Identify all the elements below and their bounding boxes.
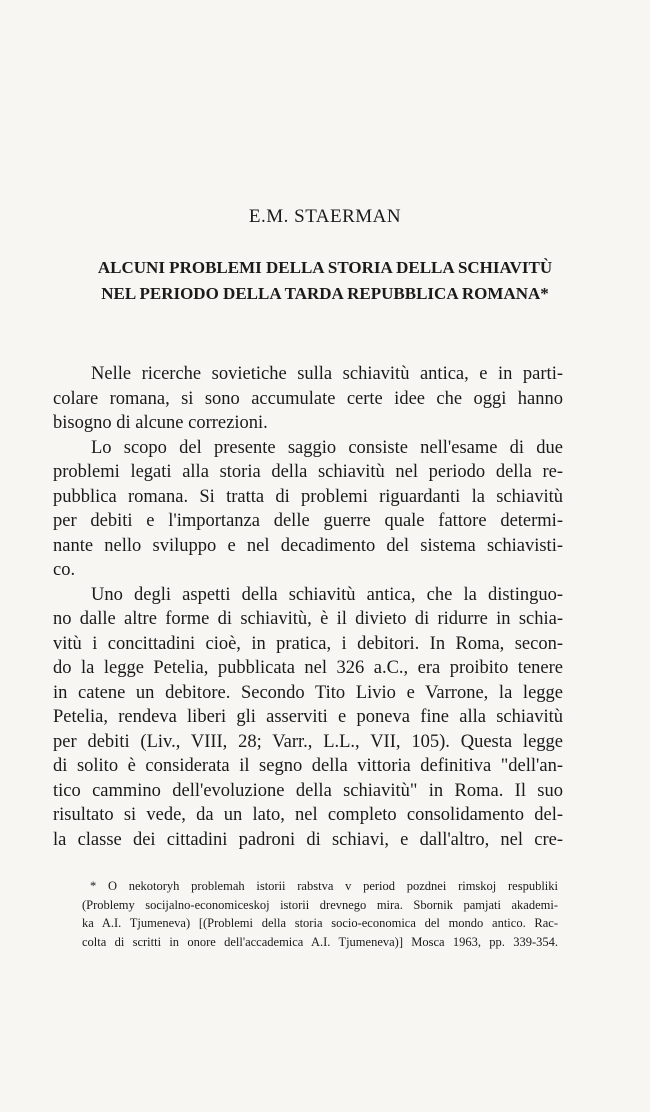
footnote-line: (Problemy socijalno-economiceskoj istorii drevnego mira. Sbornik pamjati akademi-: [82, 897, 558, 912]
body-line: vitù i concittadini cioè, in pratica, i debitori. In Roma, secon-: [53, 633, 563, 654]
body-line: no dalle altre forme di schiavitù, è il divieto di ridurre in schia-: [53, 609, 563, 629]
body-line: pubblica romana. Si tratta di problemi riguardanti la schiavitù: [53, 486, 563, 507]
body-line: di solito è considerata il segno della vittoria definitiva "dell'an-: [53, 756, 563, 776]
body-line: Uno degli aspetti della schiavitù antica, che la distinguo-: [91, 584, 563, 605]
body-line: in catene un debitore. Secondo Tito Livio e Varrone, la legge: [53, 682, 563, 703]
footnote: [82, 877, 558, 951]
article-title: [40, 255, 610, 307]
title-line: ALCUNI PROBLEMI DELLA STORIA DELLA SCHIAVITÙ: [97, 258, 553, 277]
body-line: do la legge Petelia, pubblicata nel 326 a.C., era proibito tenere: [53, 658, 563, 678]
footnote-line: ka A.I. Tjumeneva) [(Problemi della storia socio-economica del mondo antico. Rac-: [82, 916, 558, 930]
body-line: Lo scopo del presente saggio consiste nell'esame di due: [91, 437, 563, 458]
body-line: bisogno di alcune correzioni.: [53, 413, 268, 433]
body-line: tico cammino dell'evoluzione della schiavitù" in Roma. Il suo: [53, 780, 563, 801]
body-line: nante nello sviluppo e nel decadimento del sistema schiavisti-: [53, 535, 563, 556]
body-line: risultato si vede, da un lato, nel completo consolidamento del-: [53, 805, 563, 825]
body-text: [53, 362, 563, 852]
body-line: per debiti (Liv., VIII, 28; Varr., L.L., VII, 105). Questa legge: [53, 731, 563, 752]
body-line: Petelia, rendeva liberi gli asserviti e poneva fine alla schiavitù: [53, 707, 563, 727]
footnote-line: colta di scritti in onore dell'accademica A.I. Tjumeneva)] Mosca 1963, pp. 339-354.: [82, 934, 558, 949]
body-line: problemi legati alla storia della schiavitù nel periodo della re-: [53, 462, 563, 482]
body-line: la classe dei cittadini padroni di schiavi, e dall'altro, nel cre-: [53, 829, 563, 850]
footnote-line: * O nekotoryh problemah istorii rabstva v period pozdnei rimskoj respubliki: [90, 879, 558, 893]
author-name: E.M. STAERMAN: [248, 206, 402, 227]
body-line: colare romana, si sono accumulate certe idee che oggi hanno: [53, 388, 563, 409]
body-line: Nelle ricerche sovietiche sulla schiavitù antica, e in parti-: [91, 364, 563, 384]
body-line: co.: [53, 560, 76, 580]
title-line: NEL PERIODO DELLA TARDA REPUBBLICA ROMANA*: [101, 284, 549, 303]
body-line: per debiti e l'importanza delle guerre quale fattore determi-: [53, 511, 563, 531]
